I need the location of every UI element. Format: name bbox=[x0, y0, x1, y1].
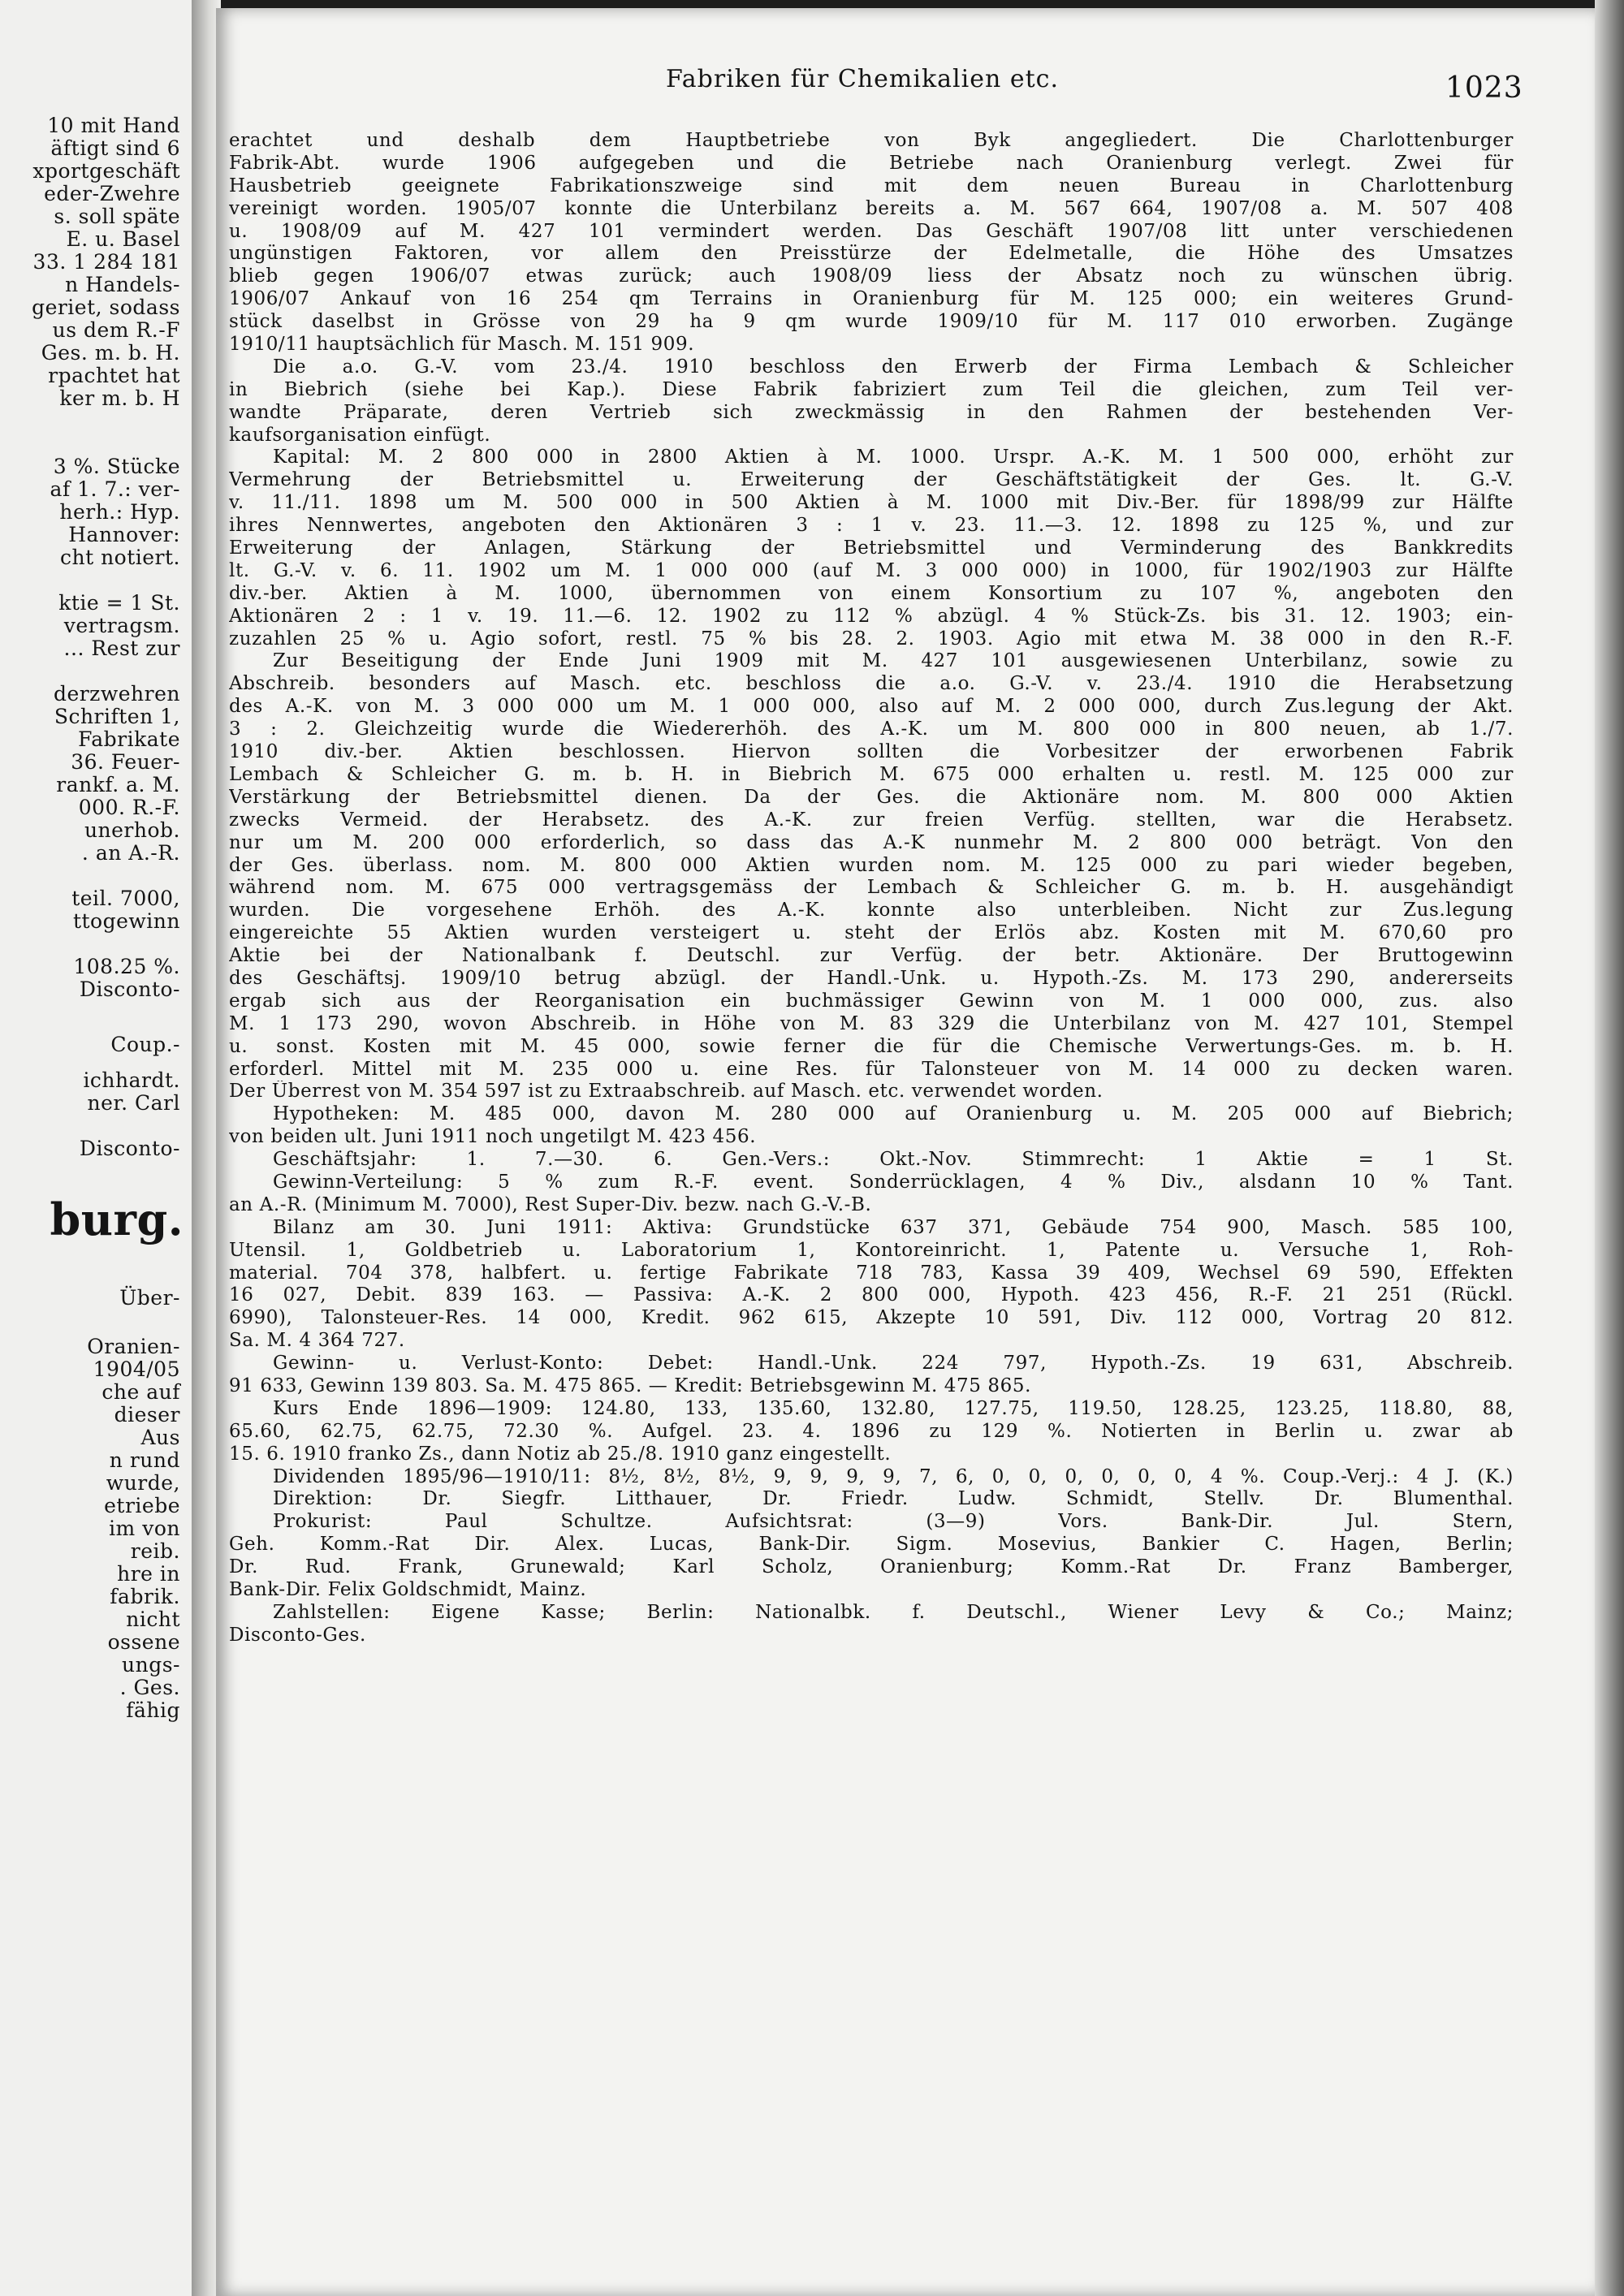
text-line: Bank-Dir. Felix Goldschmidt, Mainz. bbox=[229, 1579, 587, 1600]
facing-line: unerhob. bbox=[84, 818, 180, 842]
text-line: zuzahlen 25 % u. Agio sofort, restl. 75 % bis 28. 2. 1903. Agio mit etwa M. 38 000 in den R.-F. bbox=[229, 628, 1514, 650]
facing-line: Disconto- bbox=[79, 1137, 180, 1160]
body-text bbox=[229, 130, 1514, 1647]
text-line: 3 : 2. Gleichzeitig wurde die Wiedererhöh. des A.-K. um M. 800 000 in 800 neuen, ab 1./7. bbox=[229, 719, 1514, 740]
text-line: 91 633, Gewinn 139 803. Sa. M. 475 865. — Kredit: Betriebsgewinn M. 475 865. bbox=[229, 1375, 1032, 1396]
facing-line: Oranien- bbox=[87, 1335, 180, 1358]
facing-page-fragment bbox=[0, 0, 197, 2296]
text-line: des A.-K. von M. 3 000 000 um M. 1 000 000, also auf M. 2 000 000, durch Zus.legung der Akt. bbox=[229, 696, 1514, 718]
text-line: material. 704 378, halbfert. u. fertige Fabrikate 718 783, Kassa 39 409, Wechsel 69 590, Effekten bbox=[229, 1262, 1514, 1284]
text-line: 6990), Talonsteuer-Res. 14 000, Kredit. 962 615, Akzepte 10 591, Div. 112 000, Vortrag 20 812. bbox=[229, 1307, 1514, 1329]
text-line: 65.60, 62.75, 62.75, 72.30 %. Aufgel. 23. 4. 1896 zu 129 %. Notierten in Berlin u. zwar ab bbox=[229, 1420, 1514, 1442]
text-line: 16 027, Debit. 839 163. — Passiva: A.-K. 2 800 000, Hypoth. 423 456, R.-F. 21 251 (Rückl. bbox=[229, 1284, 1514, 1306]
section-kurs: Kurs Ende 1896—1909: 124.80, 133, 135.60, 132.80, 127.75, 119.50, 128.25, 123.25, 118.80, 88, bbox=[273, 1397, 1514, 1419]
text-line: Sa. M. 4 364 727. bbox=[229, 1330, 405, 1352]
facing-line: rankf. a. M. bbox=[56, 773, 180, 796]
facing-line: cht notiert. bbox=[59, 546, 180, 569]
facing-line: ktie = 1 St. bbox=[58, 591, 180, 615]
facing-line: äftigt sind 6 bbox=[50, 136, 180, 160]
facing-line: Disconto- bbox=[79, 978, 180, 1001]
text-line: stück daselbst in Grösse von 29 ha 9 qm wurde 1909/10 für M. 117 010 erworben. Zugänge bbox=[229, 311, 1514, 333]
text-line: vereinigt worden. 1905/07 konnte die Unterbilanz bereits a. M. 567 664, 1907/08 a. M. 507 408 bbox=[229, 197, 1514, 219]
facing-line: dieser bbox=[114, 1403, 180, 1426]
facing-line: fabrik. bbox=[110, 1585, 180, 1608]
text-line: Abschreib. besonders auf Masch. etc. beschloss die a.o. G.-V. v. 23./4. 1910 die Herabsetzung bbox=[229, 673, 1514, 695]
facing-line: geriet, sodass bbox=[32, 296, 180, 319]
facing-line: 3 %. Stücke bbox=[53, 455, 180, 478]
text-line: ergab sich aus der Reorganisation ein buchmässiger Gewinn von M. 1 000 000, zus. also bbox=[229, 990, 1514, 1012]
facing-line: af 1. 7.: ver- bbox=[50, 477, 180, 501]
facing-line: eder-Zwehre bbox=[44, 182, 180, 205]
section-gewinn-verlust: Gewinn- u. Verlust-Konto: Debet: Handl.-Unk. 224 797, Hypoth.-Zs. 19 631, Abschreib. bbox=[273, 1353, 1514, 1375]
facing-line: nicht bbox=[126, 1608, 180, 1631]
text-line: u. sonst. Kosten mit M. 45 000, sowie ferner die für die Chemische Verwertungs-Ges. m. b. H. bbox=[229, 1035, 1514, 1057]
text-line: Der Überrest von M. 354 597 ist zu Extraabschreib. auf Masch. etc. verwendet worden. bbox=[229, 1081, 1104, 1103]
facing-line: 36. Feuer- bbox=[71, 750, 180, 774]
facing-line: Fabrikate bbox=[78, 727, 180, 751]
text-line: wurden. Die vorgesehene Erhöh. des A.-K. konnte also unterbleiben. Nicht zur Zus.legung bbox=[229, 900, 1514, 921]
page-number: 1023 bbox=[1445, 71, 1523, 105]
text-line: von beiden ult. Juni 1911 noch ungetilgt M. 423 456. bbox=[229, 1126, 757, 1148]
text-line: nur um M. 200 000 erforderlich, so dass das A.-K nunmehr M. 2 800 000 beträgt. Von den bbox=[229, 831, 1514, 853]
text-line: der Ges. überlass. nom. M. 800 000 Aktien wurden nom. M. 125 000 zu pari wieder begeben, bbox=[229, 854, 1514, 876]
paragraph-start: Zur Beseitigung der Ende Juni 1909 mit M. 427 101 ausgewiesenen Unterbilanz, sowie zu bbox=[273, 650, 1514, 672]
text-line: Hausbetrieb geeignete Fabrikationszweige sind mit dem neuen Bureau in Charlottenburg bbox=[229, 175, 1514, 196]
facing-line: 108.25 %. bbox=[73, 955, 180, 978]
facing-line: teil. 7000, bbox=[71, 887, 180, 910]
paragraph-start: Die a.o. G.-V. vom 23./4. 1910 beschloss den Erwerb der Firma Lembach & Schleicher bbox=[273, 356, 1514, 378]
facing-line: reib. bbox=[130, 1539, 180, 1563]
section-dividenden: Dividenden 1895/96—1910/11: 8½, 8½, 8½, 9, 9, 9, 9, 7, 6, 0, 0, 0, 0, 0, 0, 4 %. Coup.-Verj.: 4 J. (K.) bbox=[273, 1465, 1514, 1487]
facing-line: 1904/05 bbox=[93, 1357, 180, 1381]
text-line: 1910/11 hauptsächlich für Masch. M. 151 909. bbox=[229, 334, 695, 356]
facing-line: ker m. b. H bbox=[59, 386, 180, 410]
text-line: Disconto-Ges. bbox=[229, 1624, 366, 1646]
text-line: 1906/07 Ankauf von 16 254 qm Terrains in Oranienburg für M. 125 000; ein weiteres Grund- bbox=[229, 288, 1514, 310]
facing-line: Hannover: bbox=[68, 523, 180, 546]
text-line: Geh. Komm.-Rat Dir. Alex. Lucas, Bank-Dir. Sigm. Mosevius, Bankier C. Hagen, Berlin; bbox=[229, 1534, 1514, 1556]
text-line: Lembach & Schleicher G. m. b. H. in Biebrich M. 675 000 erhalten u. restl. M. 125 000 zur bbox=[229, 763, 1514, 785]
text-line: 1910 div.-ber. Aktien beschlossen. Hiervon sollten die Vorbesitzer der erworbenen Fabrik bbox=[229, 741, 1514, 763]
text-line: v. 11./11. 1898 um M. 500 000 in 500 Aktien à M. 1000 mit Div.-Ber. für 1898/99 zur Hälfte bbox=[229, 492, 1514, 514]
text-line: ihres Nennwertes, angeboten den Aktionären 3 : 1 v. 23. 11.—3. 12. 1898 zu 125 %, und zur bbox=[229, 515, 1514, 537]
facing-line: ... Rest zur bbox=[63, 637, 180, 660]
facing-line: fähig bbox=[126, 1698, 180, 1722]
facing-line: derzwehren bbox=[53, 682, 180, 706]
facing-heading: burg. bbox=[50, 1193, 184, 1245]
text-line: während nom. M. 675 000 vertragsgemäss der Lembach & Schleicher G. m. b. H. ausgehändigt bbox=[229, 877, 1514, 899]
facing-line: rpachtet hat bbox=[48, 364, 180, 387]
text-line: ungünstigen Faktoren, vor allem den Preisstürze der Edelmetalle, die Höhe des Umsatzes bbox=[229, 243, 1514, 265]
text-line: Vermehrung der Betriebsmittel u. Erweiterung der Geschäftstätigkeit der Ges. lt. G.-V. bbox=[229, 469, 1514, 491]
facing-line: che auf bbox=[102, 1380, 180, 1404]
text-line: lt. G.-V. v. 6. 11. 1902 um M. 1 000 000 (auf M. 3 000 000) in 1000, für 1902/1903 zur Hälfte bbox=[229, 559, 1514, 581]
facing-line: Aus bbox=[140, 1426, 180, 1449]
facing-line: etriebe bbox=[104, 1494, 180, 1517]
facing-line: n rund bbox=[109, 1448, 180, 1472]
text-line: erforderl. Mittel mit M. 235 000 u. eine Res. für Talonsteuer von M. 14 000 zu decken waren. bbox=[229, 1058, 1514, 1080]
facing-line: . Ges. bbox=[119, 1676, 180, 1699]
facing-line: 33. 1 284 181 bbox=[32, 250, 180, 274]
facing-line: hre in bbox=[117, 1562, 180, 1586]
text-line: Verstärkung der Betriebsmittel dienen. Da der Ges. die Aktionäre nom. M. 800 000 Aktien bbox=[229, 786, 1514, 808]
text-line: Fabrik-Abt. wurde 1906 aufgegeben und die Betriebe nach Oranienburg verlegt. Zwei für bbox=[229, 152, 1514, 174]
facing-line: 000. R.-F. bbox=[78, 796, 180, 819]
section-gewinn-verteilung: Gewinn-Verteilung: 5 % zum R.-F. event. Sonderrücklagen, 4 % Div., alsdann 10 % Tant. bbox=[273, 1171, 1514, 1193]
section-geschaeftsjahr: Geschäftsjahr: 1. 7.—30. 6. Gen.-Vers.: Okt.-Nov. Stimmrecht: 1 Aktie = 1 St. bbox=[273, 1149, 1514, 1171]
text-line: blieb gegen 1906/07 etwas zurück; auch 1908/09 liess der Absatz noch zu wünschen übrig. bbox=[229, 265, 1514, 287]
text-line: eingereichte 55 Aktien wurden versteigert u. steht der Erlös abz. Kosten mit M. 670,60 pro bbox=[229, 922, 1514, 944]
running-head: Fabriken für Chemikalien etc. bbox=[666, 65, 1059, 93]
section-direktion: Direktion: Dr. Siegfr. Litthauer, Dr. Friedr. Ludw. Schmidt, Stellv. Dr. Blumenthal. bbox=[273, 1488, 1514, 1510]
facing-line: xportgeschäft bbox=[32, 159, 180, 183]
text-line: erachtet und deshalb dem Hauptbetriebe von Byk angegliedert. Die Charlottenburger bbox=[229, 130, 1514, 151]
text-line: zwecks Vermeid. der Herabsetz. des A.-K. zur freien Verfüg. stellten, war die Herabsetz. bbox=[229, 809, 1514, 831]
facing-line: Schriften 1, bbox=[54, 705, 180, 728]
facing-line: ungs- bbox=[122, 1653, 180, 1677]
section-kapital: Kapital: M. 2 800 000 in 2800 Aktien à M. 1000. Urspr. A.-K. M. 1 500 000, erhöht zur bbox=[273, 447, 1514, 468]
text-line: in Biebrich (siehe bei Kap.). Diese Fabrik fabriziert zum Teil die gleichen, zum Teil ver- bbox=[229, 378, 1514, 400]
facing-line: ner. Carl bbox=[87, 1091, 180, 1115]
text-line: Aktionären 2 : 1 v. 19. 11.—6. 12. 1902 zu 112 % abzügl. 4 % Stück-Zs. bis 31. 12. 1903; ein- bbox=[229, 605, 1514, 627]
text-line: M. 1 173 290, wovon Abschreib. in Höhe von M. 83 329 die Unterbilanz von M. 427 101, Stempel bbox=[229, 1012, 1514, 1034]
facing-line: ttogewinn bbox=[72, 909, 180, 933]
facing-line: . an A.-R. bbox=[81, 841, 180, 865]
text-line: u. 1908/09 auf M. 427 101 vermindert werden. Das Geschäft 1907/08 litt unter verschiedenen bbox=[229, 220, 1514, 242]
text-line: Dr. Rud. Frank, Grunewald; Karl Scholz, Oranienburg; Komm.-Rat Dr. Franz Bamberger, bbox=[229, 1556, 1514, 1578]
facing-line: wurde, bbox=[106, 1471, 180, 1495]
text-line: Utensil. 1, Goldbetrieb u. Laboratorium 1, Kontoreinricht. 1, Patente u. Versuche 1, Roh- bbox=[229, 1239, 1514, 1261]
text-line: wandte Präparate, deren Vertrieb sich zweckmässig in den Rahmen der bestehenden Ver- bbox=[229, 401, 1514, 423]
text-line: Erweiterung der Anlagen, Stärkung der Betriebsmittel und Verminderung des Bankkredits bbox=[229, 537, 1514, 559]
page-edge-shadow bbox=[1595, 0, 1624, 2296]
section-bilanz: Bilanz am 30. Juni 1911: Aktiva: Grundstücke 637 371, Gebäude 754 900, Masch. 585 100, bbox=[273, 1216, 1514, 1238]
text-line: kaufsorganisation einfügt. bbox=[229, 424, 491, 446]
facing-line: Ges. m. b. H. bbox=[41, 341, 180, 365]
text-line: Aktie bei der Nationalbank f. Deutschl. zur Verfüg. der betr. Aktionäre. Der Bruttogewinn bbox=[229, 945, 1514, 967]
facing-line: 10 mit Hand bbox=[47, 114, 180, 137]
section-prokurist-aufsichtsrat: Prokurist: Paul Schultze. Aufsichtsrat: (3—9) Vors. Bank-Dir. Jul. Stern, bbox=[273, 1511, 1514, 1533]
facing-line: E. u. Basel bbox=[66, 227, 180, 251]
facing-line: Über- bbox=[119, 1286, 180, 1310]
facing-line: herh.: Hyp. bbox=[59, 500, 180, 524]
facing-line: ossene bbox=[107, 1630, 180, 1654]
facing-line: ichhardt. bbox=[83, 1068, 180, 1092]
text-line: 15. 6. 1910 franko Zs., dann Notiz ab 25./8. 1910 ganz eingestellt. bbox=[229, 1443, 892, 1465]
facing-line: Coup.- bbox=[110, 1033, 180, 1056]
facing-line: n Handels- bbox=[65, 273, 180, 296]
facing-line: vertragsm. bbox=[63, 614, 180, 637]
facing-line: s. soll späte bbox=[54, 205, 180, 228]
text-line: div.-ber. Aktien à M. 1000, übernommen von einem Konsortium zu 107 %, angeboten den bbox=[229, 582, 1514, 604]
text-line: an A.-R. (Minimum M. 7000), Rest Super-Div. bezw. nach G.-V.-B. bbox=[229, 1193, 872, 1215]
text-line: des Geschäftsj. 1909/10 betrug abzügl. der Handl.-Unk. u. Hypoth.-Zs. M. 173 290, andererseits bbox=[229, 967, 1514, 989]
facing-line: im von bbox=[109, 1517, 180, 1540]
facing-line: us dem R.-F bbox=[52, 318, 180, 342]
section-zahlstellen: Zahlstellen: Eigene Kasse; Berlin: Nationalbk. f. Deutschl., Wiener Levy & Co.; Mainz; bbox=[273, 1601, 1514, 1623]
section-hypotheken: Hypotheken: M. 485 000, davon M. 280 000 auf Oranienburg u. M. 205 000 auf Biebrich; bbox=[273, 1103, 1514, 1125]
